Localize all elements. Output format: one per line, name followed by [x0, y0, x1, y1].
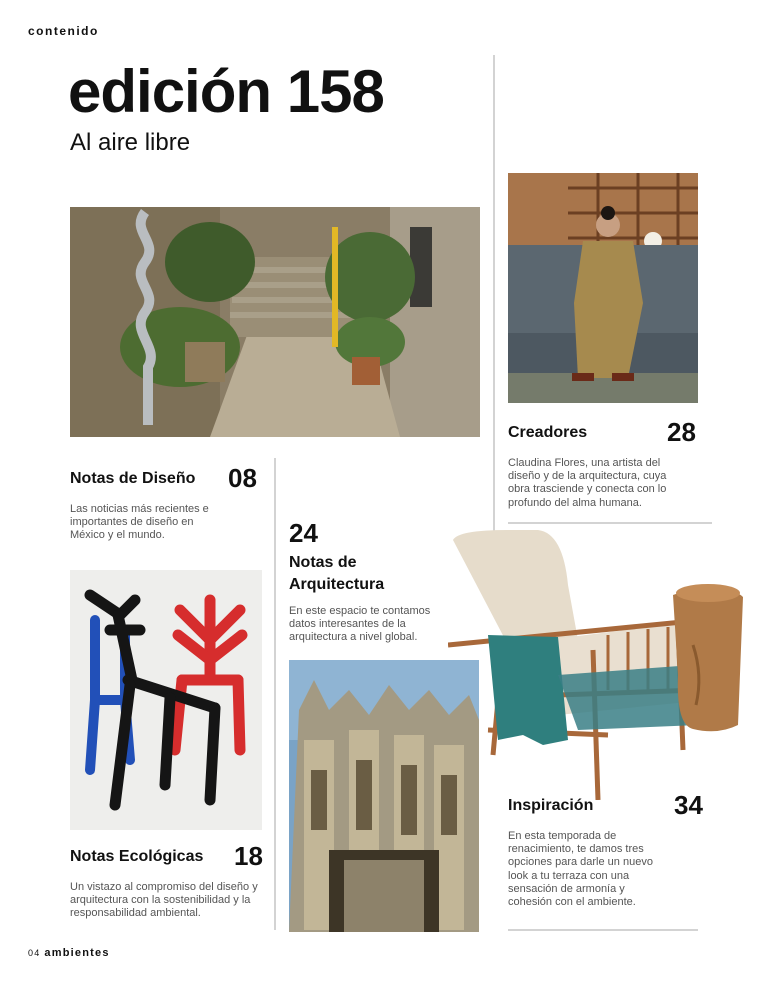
chairs-photo	[70, 570, 262, 830]
alley-photo	[70, 207, 480, 437]
page-number-notas-diseno[interactable]: 08	[228, 463, 257, 493]
item-title-creadores[interactable]: Creadores	[508, 424, 588, 441]
item-desc-creadores: Claudina Flores, una artista del diseño y de la arquitectura, cuya obra trasciende y conecta con lo profundo del alma humana.	[508, 457, 667, 509]
inspiracion-divider	[508, 929, 698, 931]
footer-page-number: 04	[28, 948, 41, 958]
item-desc-notas-diseno: Las noticias más recientes e importantes de diseño en México y el mundo.	[70, 503, 209, 542]
item-title-notas-ecologicas[interactable]: Notas Ecológicas	[70, 848, 204, 865]
page-number-inspiracion[interactable]: 34	[674, 790, 703, 820]
creadores-divider	[508, 522, 712, 524]
column-divider-top	[493, 55, 495, 535]
item-title-notas-arquitectura[interactable]: Notas de Arquitectura	[289, 554, 385, 593]
lounge-chair-photo	[448, 525, 748, 800]
column-divider-left	[274, 458, 276, 930]
page-number-notas-ecologicas[interactable]: 18	[234, 841, 263, 871]
footer	[28, 947, 110, 959]
page-number-creadores[interactable]: 28	[667, 417, 696, 447]
item-desc-notas-ecologicas: Un vistazo al compromiso del diseño y arquitectura con la sostenibilidad y la responsabilidad ambiental.	[70, 881, 258, 920]
item-desc-inspiracion: En esta temporada de renacimiento, te damos tres opciones para darle un nuevo look a tu terraza con una sensación de armonía y cohesión con el ambiente.	[508, 830, 653, 908]
item-desc-notas-arquitectura: En este espacio te contamos datos interesantes de la arquitectura a nivel global.	[289, 605, 431, 644]
footer-magazine-name: ambientes	[44, 947, 110, 959]
issue-title: edición 158	[68, 58, 384, 125]
item-title-notas-diseno[interactable]: Notas de Diseño	[70, 470, 196, 487]
section-label: contenido	[28, 24, 99, 38]
item-title-inspiracion[interactable]: Inspiración	[508, 797, 594, 814]
issue-subtitle: Al aire libre	[70, 129, 191, 156]
artist-photo	[508, 173, 698, 403]
page-number-notas-arquitectura[interactable]: 24	[289, 518, 318, 548]
